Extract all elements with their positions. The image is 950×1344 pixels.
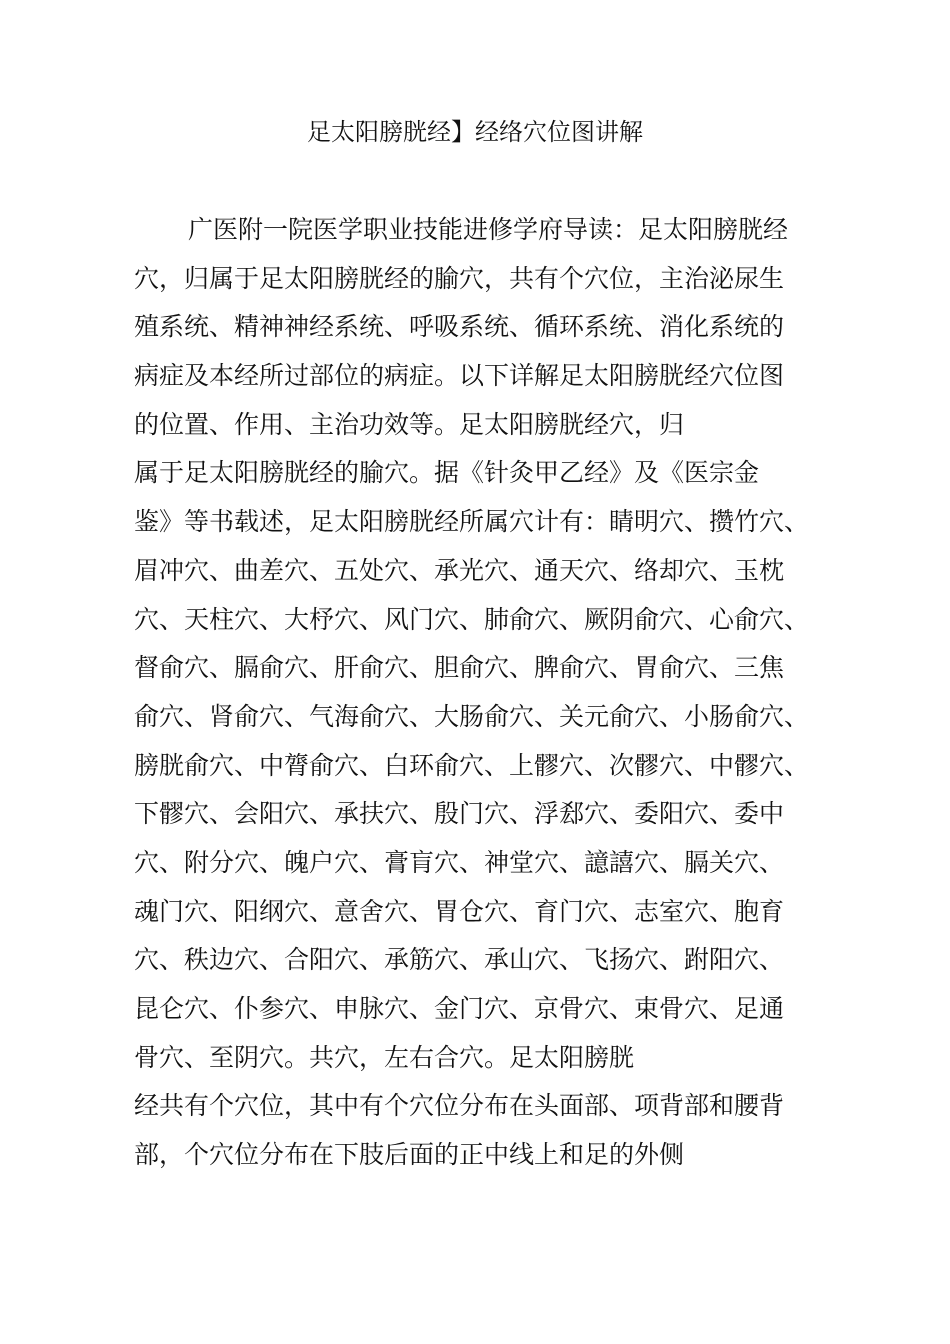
text-line: 俞穴、肾俞穴、气海俞穴、大肠俞穴、关元俞穴、小肠俞穴、: [134, 701, 810, 731]
text-line: 属于足太阳膀胱经的腧穴。据《针灸甲乙经》及《医宗金: [134, 458, 760, 488]
document-body: [134, 206, 834, 1180]
text-line: 部，个穴位分布在下肢后面的正中线上和足的外侧: [134, 1140, 685, 1170]
text-line: 骨穴、至阴穴。共穴，左右合穴。足太阳膀胱: [134, 1042, 635, 1072]
text-line: 穴、附分穴、魄户穴、膏肓穴、神堂穴、譩譆穴、膈关穴、: [134, 847, 785, 877]
document-title: 足太阳膀胱经】经络穴位图讲解: [307, 118, 643, 146]
text-line: 穴、秩边穴、合阳穴、承筋穴、承山穴、飞扬穴、跗阳穴、: [134, 945, 785, 975]
text-line: 下髎穴、会阳穴、承扶穴、殷门穴、浮郄穴、委阳穴、委中: [134, 799, 785, 829]
text-line: 穴、天柱穴、大杼穴、风门穴、肺俞穴、厥阴俞穴、心俞穴、: [134, 604, 810, 634]
text-line: 鉴》等书载述，足太阳膀胱经所属穴计有：睛明穴、攒竹穴、: [134, 507, 810, 537]
text-line: 广医附一院医学职业技能进修学府导读：足太阳膀胱经: [188, 215, 789, 244]
text-line: 膀胱俞穴、中膂俞穴、白环俞穴、上髎穴、次髎穴、中髎穴、: [134, 750, 810, 780]
text-line: 魂门穴、阳纲穴、意舍穴、胃仓穴、育门穴、志室穴、胞育: [134, 896, 785, 926]
text-line: 殖系统、精神神经系统、呼吸系统、循环系统、消化系统的: [134, 312, 785, 342]
text-line: 的位置、作用、主治功效等。足太阳膀胱经穴，归: [134, 409, 685, 439]
text-line: 昆仑穴、仆参穴、申脉穴、金门穴、京骨穴、束骨穴、足通: [134, 994, 785, 1023]
text-line: 眉冲穴、曲差穴、五处穴、承光穴、通天穴、络却穴、玉枕: [134, 555, 785, 585]
text-line: 病症及本经所过部位的病症。以下详解足太阳膀胱经穴位图: [134, 361, 785, 391]
text-line: 经共有个穴位，其中有个穴位分布在头面部、项背部和腰背: [134, 1091, 785, 1121]
text-line: 穴，归属于足太阳膀胱经的腧穴，共有个穴位，主治泌尿生: [134, 263, 785, 293]
text-line: 督俞穴、膈俞穴、肝俞穴、胆俞穴、脾俞穴、胃俞穴、三焦: [134, 653, 785, 683]
